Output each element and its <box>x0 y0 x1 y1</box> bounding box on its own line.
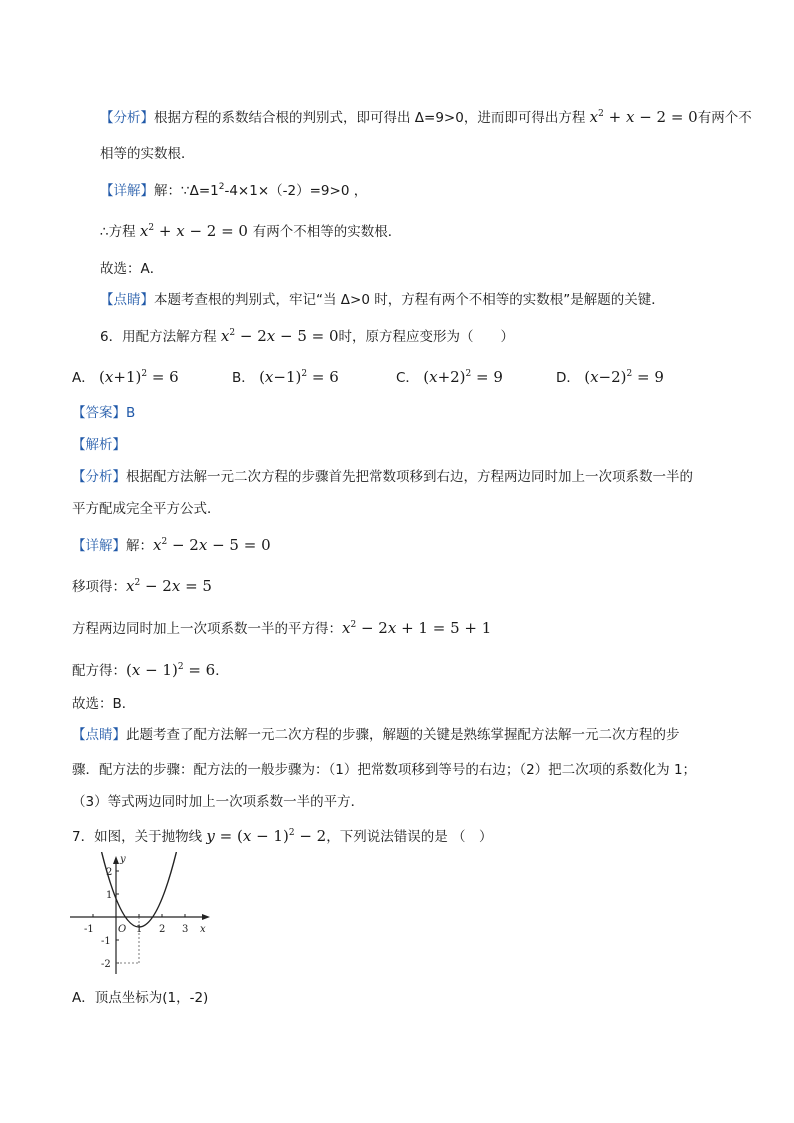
option-d: D． $(x-2)^2 = 9$ <box>556 368 664 386</box>
y-tick-minus1: -1 <box>101 936 111 947</box>
option-a: A． $(x+1)^2 = 6$ <box>72 368 179 386</box>
q6-choose: 故选：B． <box>72 696 136 712</box>
q7-option-a: A．顶点坐标为(1，-2) <box>72 990 209 1006</box>
y-tick-minus2: -2 <box>101 959 111 970</box>
q6-jiexi: 【解析】 <box>72 437 126 453</box>
q6-analysis-line2: 平方配成完全平方公式． <box>72 501 221 517</box>
detail-tag: 【详解】 <box>100 183 154 199</box>
y-tick-1: 1 <box>106 890 113 901</box>
q6-detail: 【详解】解：$x^2 - 2x - 5 = 0$ <box>72 536 271 554</box>
comment-tag: 【点睛】 <box>100 292 154 308</box>
q5-comment: 【点睛】本题考查根的判别式，牢记“当 Δ>0 时，方程有两个不相等的实数根”是解题的关键． <box>100 292 665 308</box>
q5-therefore: ∴方程 $x^2 + x - 2 = 0$ 有两个不相等的实数根． <box>100 222 402 240</box>
delta-value: Δ=9>0 <box>414 110 464 126</box>
x-tick-3: 3 <box>182 924 189 935</box>
x-axis-arrow <box>202 914 210 920</box>
equation-6: $x^2 - 2x - 5 = 0$ <box>220 327 339 345</box>
q5-choose: 故选：A． <box>100 261 164 277</box>
q6-comment-line1: 【点睛】此题考查了配方法解一元二次方程的步骤，解题的关键是熟练掌握配方法解一元二次方程的步 <box>72 727 680 743</box>
x-tick-1: 1 <box>136 924 143 935</box>
option-b: B． $(x-1)^2 = 6$ <box>232 368 339 386</box>
parabola-graph <box>68 852 218 977</box>
q6-move: 移项得：$x^2 - 2x = 5$ <box>72 577 212 595</box>
q6-comment-line3: （3）等式两边同时加上一次项系数一半的平方． <box>72 794 365 810</box>
q5-analysis-line1: 【分析】根据方程的系数结合根的判别式，即可得出 Δ=9>0，进而即可得出方程 $x^2 + x - 2 = 0$有两个不 <box>100 108 752 126</box>
analysis-tag: 【分析】 <box>100 110 154 126</box>
parabola-equation: $y = (x - 1)^2 - 2$ <box>206 827 327 845</box>
q6-complete: 配方得：$(x - 1)^2 = 6$． <box>72 661 229 679</box>
origin-label: O <box>118 924 127 935</box>
q6-analysis-line1: 【分析】根据配方法解一元二次方程的步骤首先把常数项移到右边，方程两边同时加上一次项系数一半的 <box>72 469 693 485</box>
y-axis-arrow <box>113 856 119 864</box>
option-c: C． $(x+2)^2 = 9$ <box>396 368 503 386</box>
q7-stem: 7．如图，关于抛物线 $y = (x - 1)^2 - 2$，下列说法错误的是 （ ） <box>72 827 493 845</box>
q6-stem: 6．用配方法解方程 $x^2 - 2x - 5 = 0$时，原方程应变形为（ ） <box>100 327 515 345</box>
q6-comment-line2: 骤．配方法的步骤：配方法的一般步骤为：（1）把常数项移到等号的右边；（2）把二次项的系数化为 1； <box>72 762 697 778</box>
q6-answer: 【答案】B <box>72 405 136 421</box>
x-axis-label: x <box>200 924 206 935</box>
equation-1: $x^2 + x - 2 = 0$ <box>589 108 698 126</box>
q5-detail: 【详解】解：$\because\Delta=1^2-4\times 1\times(-2)=9>0$ ， <box>100 182 368 199</box>
y-axis-label: y <box>120 854 126 865</box>
equation-1-repeat: $x^2 + x - 2 = 0$ <box>139 222 253 240</box>
q6-add-half: 方程两边同时加上一次项系数一半的平方得：$x^2 - 2x + 1 = 5 + 1$ <box>72 619 492 637</box>
y-tick-2: 2 <box>106 867 113 878</box>
x-tick-minus1: -1 <box>84 924 94 935</box>
q5-analysis-line2: 相等的实数根． <box>100 146 195 162</box>
x-tick-2: 2 <box>159 924 166 935</box>
